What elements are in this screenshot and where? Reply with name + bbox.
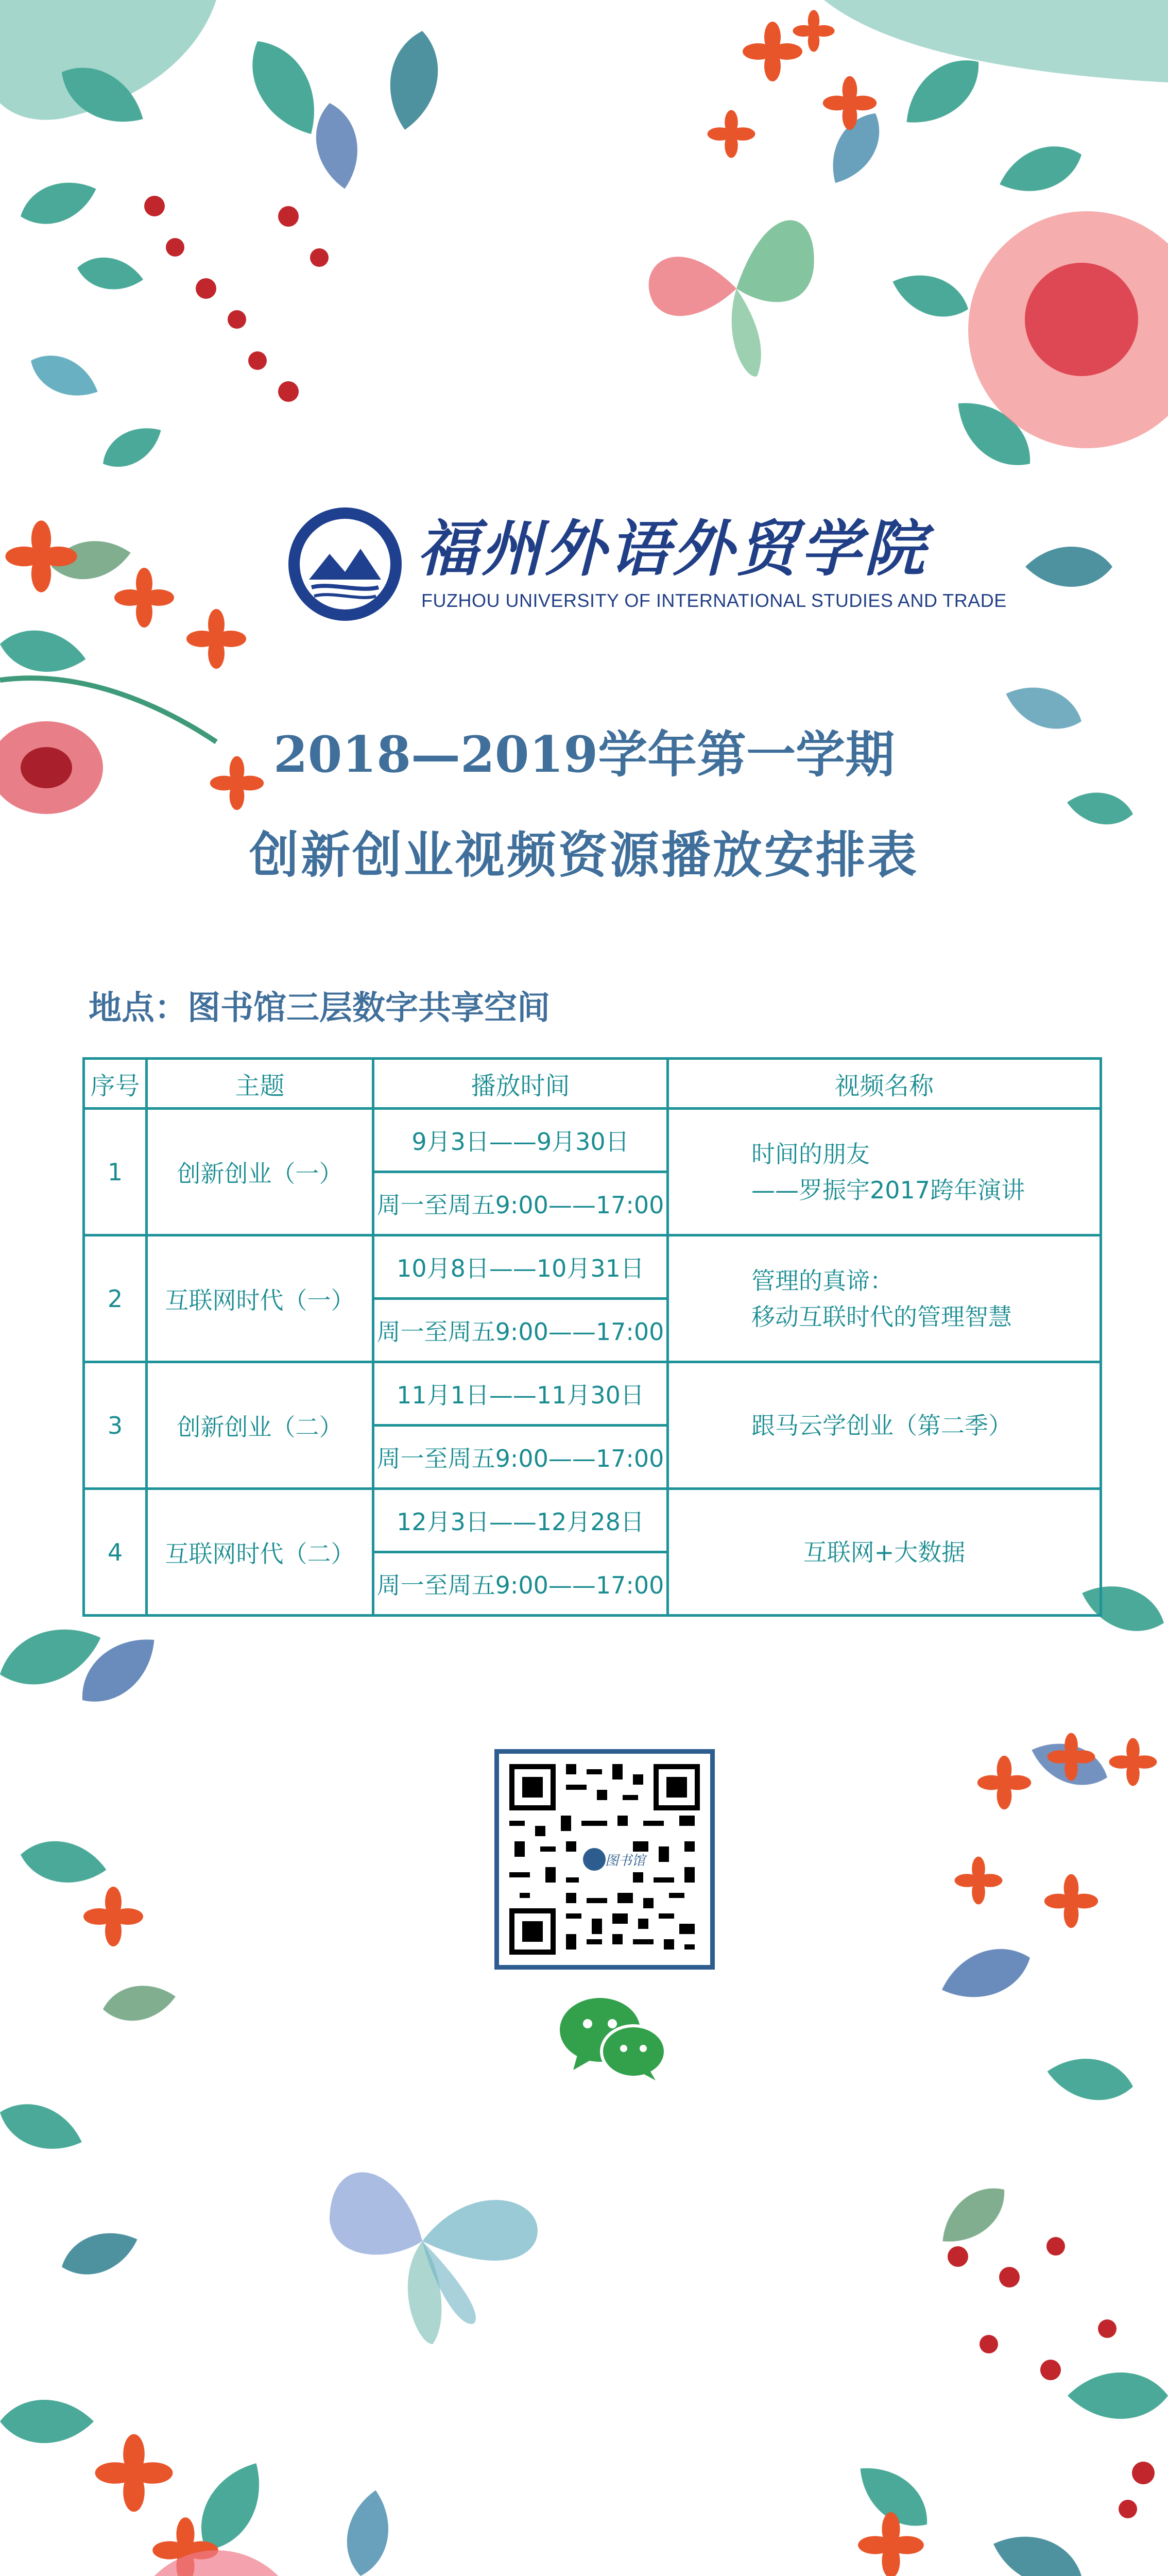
wechat-icon (559, 1994, 667, 2081)
video-title-line: 管理的真谛： (751, 1266, 894, 1295)
qr-code[interactable] (494, 1749, 715, 1970)
header-time: 播放时间 (373, 1059, 668, 1109)
table-row (84, 1362, 1101, 1426)
video-title-line: 时间的朋友 (751, 1140, 870, 1168)
row-topic: 创新创业（一） (147, 1109, 373, 1235)
title-line-1: 2018—2019学年第一学期 (273, 725, 895, 784)
table-header-row (84, 1059, 1101, 1109)
header-no: 序号 (84, 1059, 147, 1109)
video-title-line: 跟马云学创业（第二季） (751, 1411, 1012, 1439)
row-no: 4 (84, 1489, 147, 1616)
row-video (668, 1109, 1101, 1235)
row-dates: 9月3日——9月30日 (373, 1109, 668, 1172)
title-line-2: 创新创业视频资源播放安排表 (249, 826, 919, 884)
university-name-cn: 福州外语外贸学院 (417, 513, 929, 584)
row-video (668, 1362, 1101, 1489)
schedule-table (82, 1057, 1102, 1617)
row-topic: 互联网时代（一） (147, 1235, 373, 1362)
university-logo (288, 507, 1007, 621)
video-title-line: 移动互联时代的管理智慧 (751, 1302, 1012, 1331)
row-hours: 周一至周五9:00——17:00 (373, 1299, 668, 1362)
table-row (84, 1235, 1101, 1299)
row-dates: 12月3日——12月28日 (373, 1489, 668, 1552)
row-topic: 创新创业（二） (147, 1362, 373, 1489)
row-video (668, 1235, 1101, 1362)
row-video (668, 1489, 1101, 1616)
location-text: 地点：图书馆三层数字共享空间 (89, 989, 550, 1027)
row-hours: 周一至周五9:00——17:00 (373, 1172, 668, 1235)
row-no: 3 (84, 1362, 147, 1489)
row-hours: 周一至周五9:00——17:00 (373, 1552, 668, 1616)
row-no: 2 (84, 1235, 147, 1362)
header-video: 视频名称 (668, 1059, 1101, 1109)
qr-center-label: 图书馆 (605, 1853, 646, 1869)
row-dates: 11月1日——11月30日 (373, 1362, 668, 1426)
header-topic: 主题 (147, 1059, 373, 1109)
row-hours: 周一至周五9:00——17:00 (373, 1426, 668, 1489)
video-title-line: ——罗振宇2017跨年演讲 (751, 1176, 1025, 1204)
row-no: 1 (84, 1109, 147, 1235)
qr-code-pattern (499, 1754, 710, 1965)
video-title-line: 互联网+大数据 (803, 1538, 966, 1566)
table-row (84, 1489, 1101, 1552)
university-name-en: FUZHOU UNIVERSITY OF INTERNATIONAL STUDIES AND TRADE (421, 590, 1007, 611)
logo-emblem-icon (288, 507, 402, 621)
row-dates: 10月8日——10月31日 (373, 1235, 668, 1299)
row-topic: 互联网时代（二） (147, 1489, 373, 1616)
table-row (84, 1109, 1101, 1172)
